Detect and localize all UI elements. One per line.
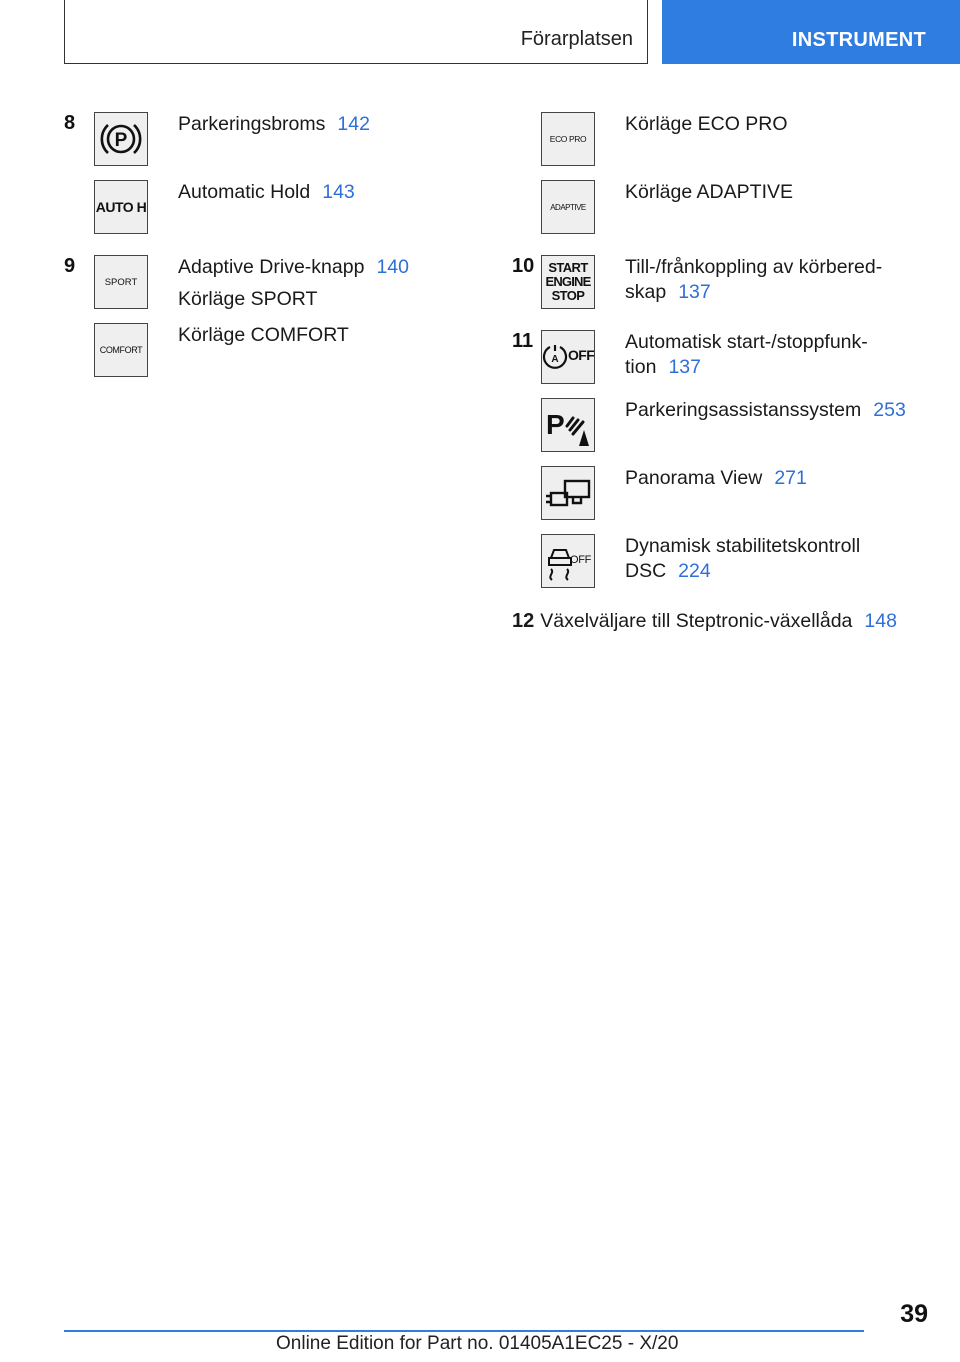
adaptive-drive-label: Adaptive Drive-knapp — [178, 256, 365, 278]
item-number-12: 12 — [512, 610, 535, 632]
adaptive-mode-icon: ADAPTIVE — [541, 180, 595, 234]
item-number-8: 8 — [64, 112, 76, 134]
comfort-mode-label: Körläge COMFORT — [178, 324, 349, 346]
parking-assist-entry — [625, 398, 906, 423]
auto-start-stop-entry — [625, 330, 868, 380]
auto-start-stop-off-icon: A OFF — [541, 330, 595, 384]
start-stop-line1: Till-/frånkoppling av körbered- — [625, 256, 883, 278]
auto-hold-icon: AUTO H — [94, 180, 148, 234]
footer-divider — [64, 1330, 864, 1332]
item-number-9: 9 — [64, 255, 76, 277]
comfort-mode-icon: COMFORT — [94, 323, 148, 377]
parking-brake-entry — [178, 112, 370, 137]
item-number-11: 11 — [512, 330, 534, 352]
start-engine-stop-icon: START ENGINE STOP — [541, 255, 595, 309]
gear-selector-entry — [512, 609, 897, 634]
parking-assist-icon — [541, 398, 595, 452]
adaptive-drive-page-link[interactable]: 140 — [376, 256, 409, 278]
sport-mode-icon: SPORT — [94, 255, 148, 309]
svg-text:A: A — [551, 354, 559, 365]
dsc-entry — [625, 534, 860, 584]
item-number-10: 10 — [512, 255, 535, 277]
eco-pro-mode-icon: ECO PRO — [541, 112, 595, 166]
svg-text:P: P — [546, 409, 565, 440]
panorama-view-icon — [541, 466, 595, 520]
eco-pro-mode-label: Körläge ECO PRO — [625, 113, 788, 135]
dsc-line2: DSC — [625, 560, 667, 582]
gear-selector-label: Växelväljare till Steptronic-växellåda — [540, 610, 853, 632]
auto-start-stop-line2: tion — [625, 356, 657, 378]
dsc-off-icon: OFF — [541, 534, 595, 588]
parking-brake-label: Parkeringsbroms — [178, 113, 326, 135]
parking-brake-page-link[interactable]: 142 — [337, 113, 370, 135]
dsc-line1: Dynamisk stabilitetskontroll — [625, 535, 861, 557]
parking-brake-icon — [94, 112, 148, 166]
auto-start-stop-page-link[interactable]: 137 — [668, 356, 701, 378]
panorama-view-page-link[interactable]: 271 — [774, 467, 807, 489]
footer-edition-text: Online Edition for Part no. 01405A1EC25 - X/20 — [276, 1333, 679, 1354]
page-number: 39 — [900, 1300, 928, 1328]
header-chapter-title: INSTRUMENT — [791, 29, 926, 51]
sport-mode-label: Körläge SPORT — [178, 288, 318, 310]
parking-assist-label: Parkeringsassistanssystem — [625, 399, 862, 421]
start-stop-line2: skap — [625, 281, 667, 303]
start-stop-entry — [625, 255, 882, 305]
panorama-view-entry — [625, 466, 807, 491]
adaptive-drive-entry — [178, 255, 409, 280]
dsc-page-link[interactable]: 224 — [678, 560, 711, 582]
auto-start-stop-line1: Automatisk start-/stoppfunk- — [625, 331, 868, 353]
panorama-view-label: Panorama View — [625, 467, 763, 489]
header-section-title: Förarplatsen — [520, 28, 633, 50]
adaptive-mode-label: Körläge ADAPTIVE — [625, 181, 793, 203]
header-section-tab — [64, 0, 648, 64]
svg-text:P: P — [114, 130, 128, 151]
header-chapter-tab — [662, 0, 960, 64]
auto-hold-entry — [178, 180, 355, 205]
gear-selector-page-link[interactable]: 148 — [864, 610, 897, 632]
parking-assist-page-link[interactable]: 253 — [873, 399, 906, 421]
auto-hold-label: Automatic Hold — [178, 181, 311, 203]
start-stop-page-link[interactable]: 137 — [678, 281, 711, 303]
auto-hold-page-link[interactable]: 143 — [322, 181, 355, 203]
